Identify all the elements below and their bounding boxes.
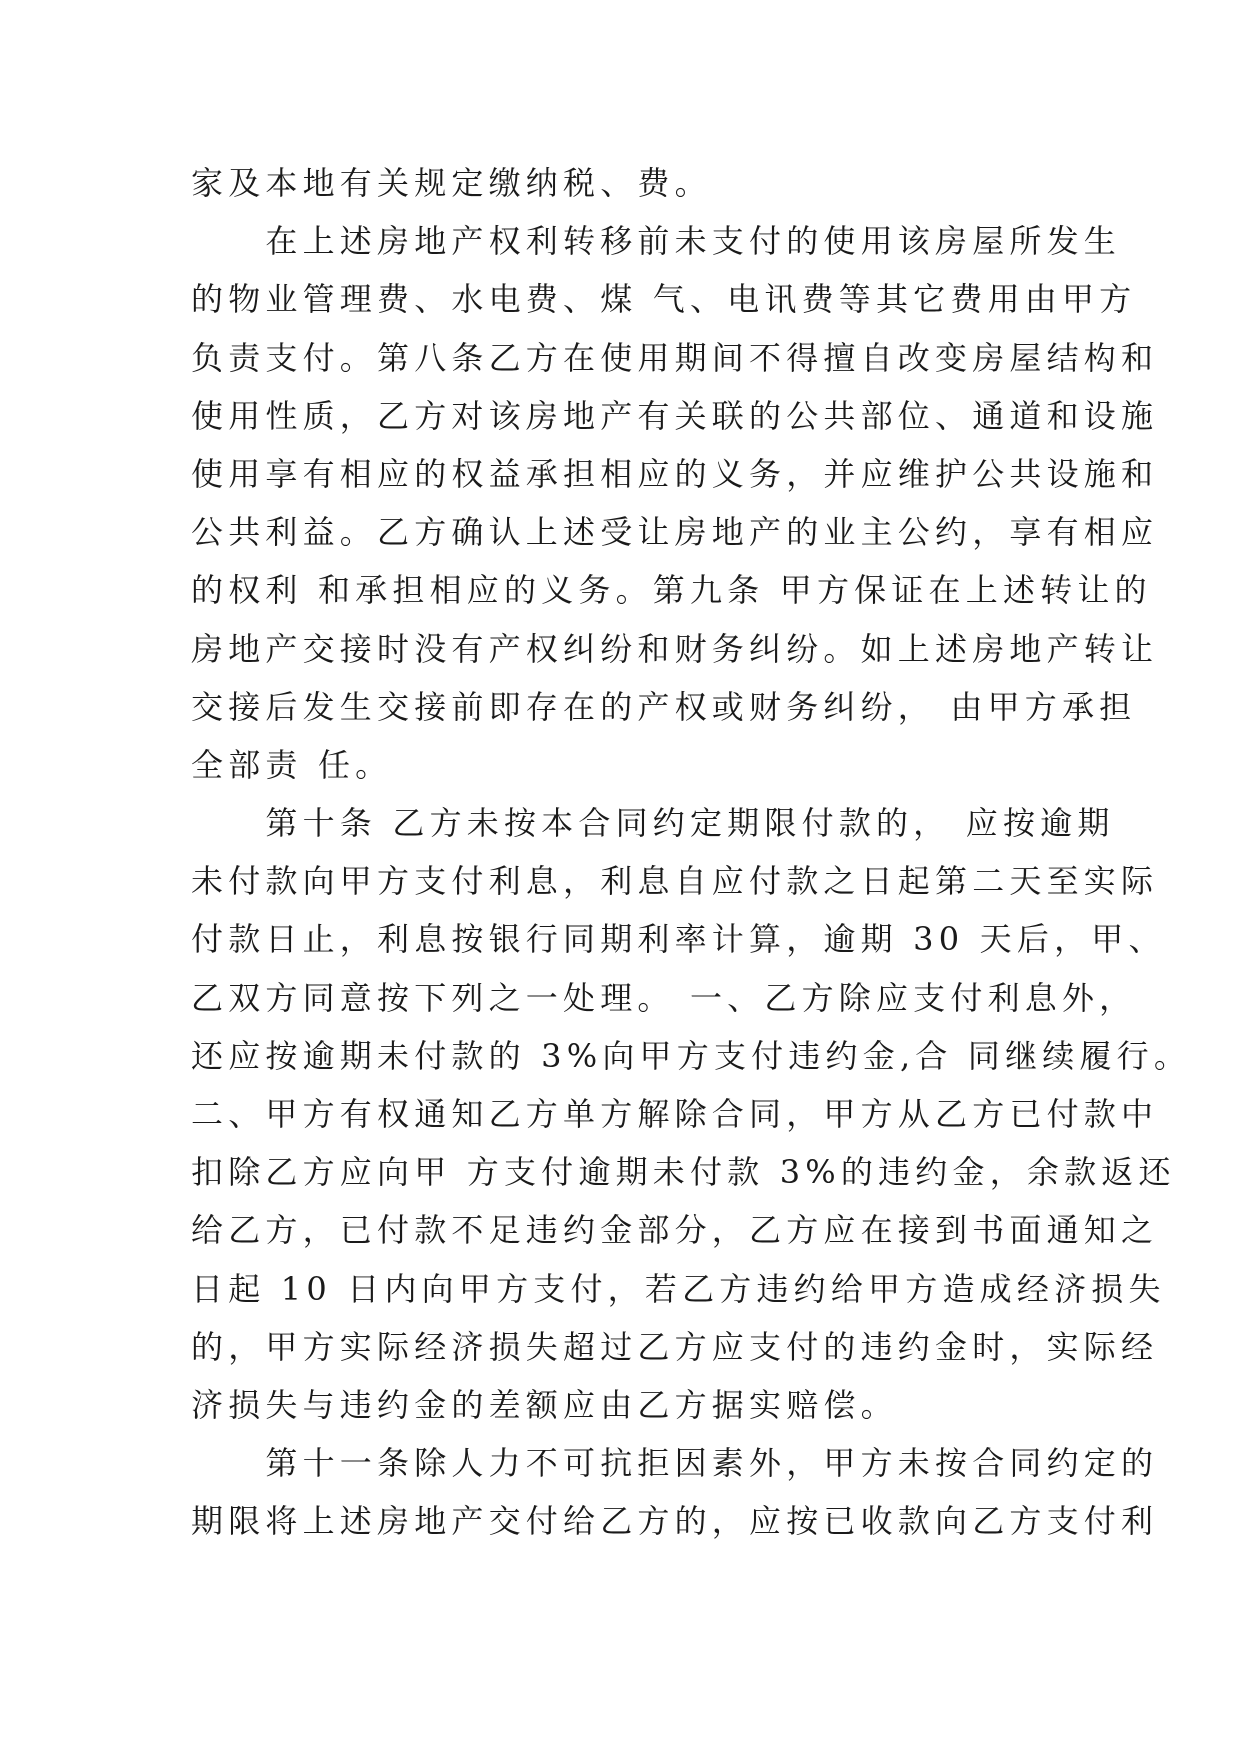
text-line: 第十一条除人力不可抗拒因素外，甲方未按合同约定的 xyxy=(191,1444,1159,1483)
contract-text xyxy=(191,154,1192,1551)
text-line: 使用享有相应的权益承担相应的义务，并应维护公共设施和 xyxy=(191,454,1159,493)
text-line: 二、甲方有权通知乙方单方解除合同，甲方从乙方已付款中 xyxy=(191,1095,1159,1133)
text-line: 负责支付。第八条乙方在使用期间不得擅自改变房屋结构和 xyxy=(191,338,1159,377)
text-line: 付款日止，利息按银行同期利率计算，逾期 30 天后，甲、 xyxy=(191,920,1166,959)
text-line: 房地产交接时没有产权纠纷和财务纠纷。如上述房地产转让 xyxy=(191,629,1159,668)
text-line: 的，甲方实际经济损失超过乙方应支付的违约金时，实际经 xyxy=(191,1327,1159,1366)
text-line: 乙双方同意按下列之一处理。 一、乙方除应支付利息外， xyxy=(191,978,1137,1017)
text-line: 给乙方，已付款不足违约金部分，乙方应在接到书面通知之 xyxy=(191,1211,1159,1250)
text-line: 家及本地有关规定缴纳税、费。 xyxy=(191,164,712,202)
text-line: 的物业管理费、水电费、煤 气、电讯费等其它费用由甲方 xyxy=(191,280,1137,319)
text-line: 全部责 任。 xyxy=(191,745,393,784)
text-line: 在上述房地产权利转移前未支付的使用该房屋所发生 xyxy=(191,222,1122,261)
text-line: 使用性质，乙方对该房地产有关联的公共部位、通道和设施 xyxy=(191,396,1159,435)
text-line: 济损失与违约金的差额应由乙方据实赔偿。 xyxy=(191,1385,898,1424)
text-line: 还应按逾期未付款的 3%向甲方支付违约金,合 同继续履行。 xyxy=(191,1036,1192,1075)
text-line: 扣除乙方应向甲 方支付逾期未付款 3%的违约金，余款返还 xyxy=(191,1153,1176,1192)
text-line: 公共利益。乙方确认上述受让房地产的业主公约，享有相应 xyxy=(191,513,1159,552)
text-line: 第十条 乙方未按本合同约定期限付款的， 应按逾期 xyxy=(191,804,1115,843)
text-line: 日起 10 日内向甲方支付，若乙方违约给甲方造成经济损失 xyxy=(191,1269,1166,1308)
text-line: 交接后发生交接前即存在的产权或财务纠纷， 由甲方承担 xyxy=(191,687,1137,726)
text-line: 期限将上述房地产交付给乙方的，应按已收款向乙方支付利 xyxy=(191,1502,1159,1541)
text-line: 的权利 和承担相应的义务。第九条 甲方保证在上述转让的 xyxy=(191,571,1152,610)
text-line: 未付款向甲方支付利息，利息自应付款之日起第二天至实际 xyxy=(191,862,1159,901)
